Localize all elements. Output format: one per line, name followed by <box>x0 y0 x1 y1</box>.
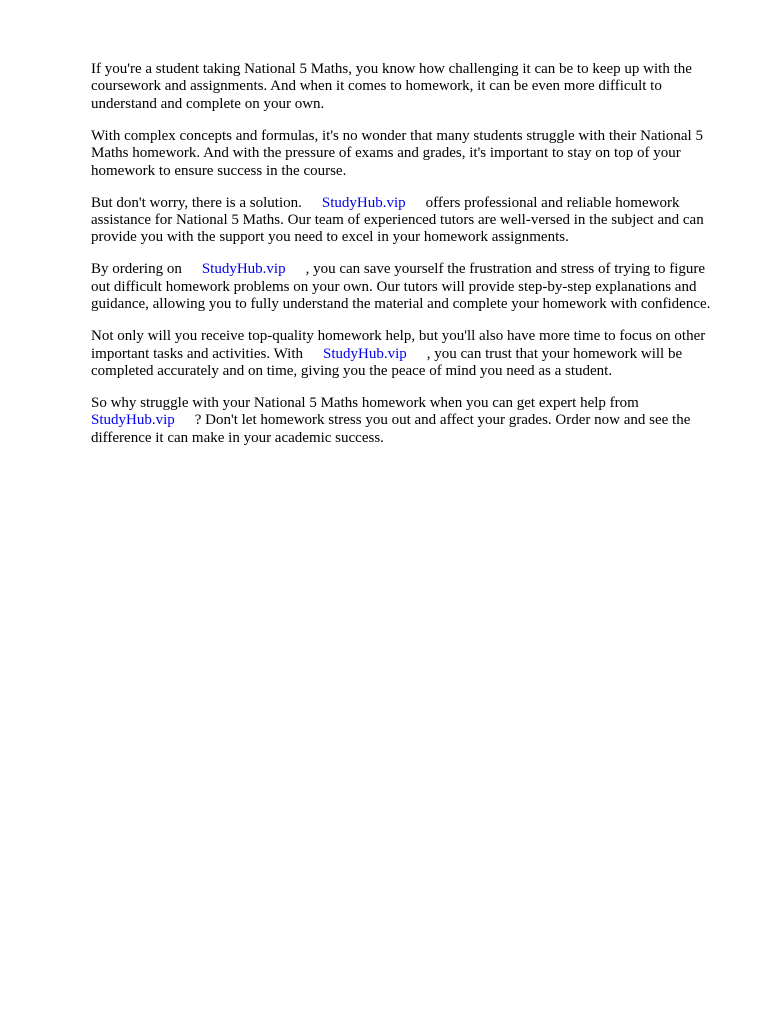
studyhub-link[interactable]: StudyHub.vip <box>91 412 175 429</box>
paragraph-call-to-action <box>91 395 721 447</box>
document-body <box>91 61 721 462</box>
studyhub-link[interactable]: StudyHub.vip <box>201 261 286 278</box>
paragraph-text: offers professional and reliable homework assistance for National 5 Maths. Our team of experienced tutors are well-versed in the subject and can provide you with the support you need to excel in your homework assignments. <box>91 194 704 246</box>
paragraph-intro <box>91 61 721 113</box>
paragraph-solution <box>91 195 721 247</box>
studyhub-link[interactable]: StudyHub.vip <box>323 345 407 362</box>
paragraph-text: With complex concepts and formulas, it's no wonder that many students struggle with their National 5 Maths homework. And with the pressure of exams and grades, it's important to stay on top of your homework to ensure success in the course. <box>91 127 703 179</box>
paragraph-text: , you can trust that your homework will be completed accurately and on time, giving you the peace of mind you need as a student. <box>91 345 683 380</box>
paragraph-text: By ordering on <box>91 261 182 278</box>
paragraph-text: So why struggle with your National 5 Maths homework when you can get expert help from <box>91 395 639 412</box>
paragraph-struggle <box>91 128 721 180</box>
studyhub-link[interactable]: StudyHub.vip <box>321 194 406 211</box>
paragraph-benefits <box>91 328 721 380</box>
paragraph-text: , you can save yourself the frustration and stress of trying to figure out difficult homework problems on your own. Our tutors will provide step-by-step explanations and guidance, allowing you to fully understand the material and complete your homework with confidence. <box>91 261 711 313</box>
paragraph-text: ? Don't let homework stress you out and affect your grades. Order now and see the difference it can make in your academic success. <box>91 412 691 446</box>
paragraph-text: But don't worry, there is a solution. <box>91 194 302 211</box>
paragraph-text: If you're a student taking National 5 Maths, you know how challenging it can be to keep up with the coursework and assignments. And when it comes to homework, it can be even more difficult to understand and complete on your own. <box>91 61 692 112</box>
paragraph-ordering <box>91 261 721 313</box>
paragraph-text: Not only will you receive top-quality homework help, but you'll also have more time to focus on other important tasks and activities. With <box>91 328 706 362</box>
